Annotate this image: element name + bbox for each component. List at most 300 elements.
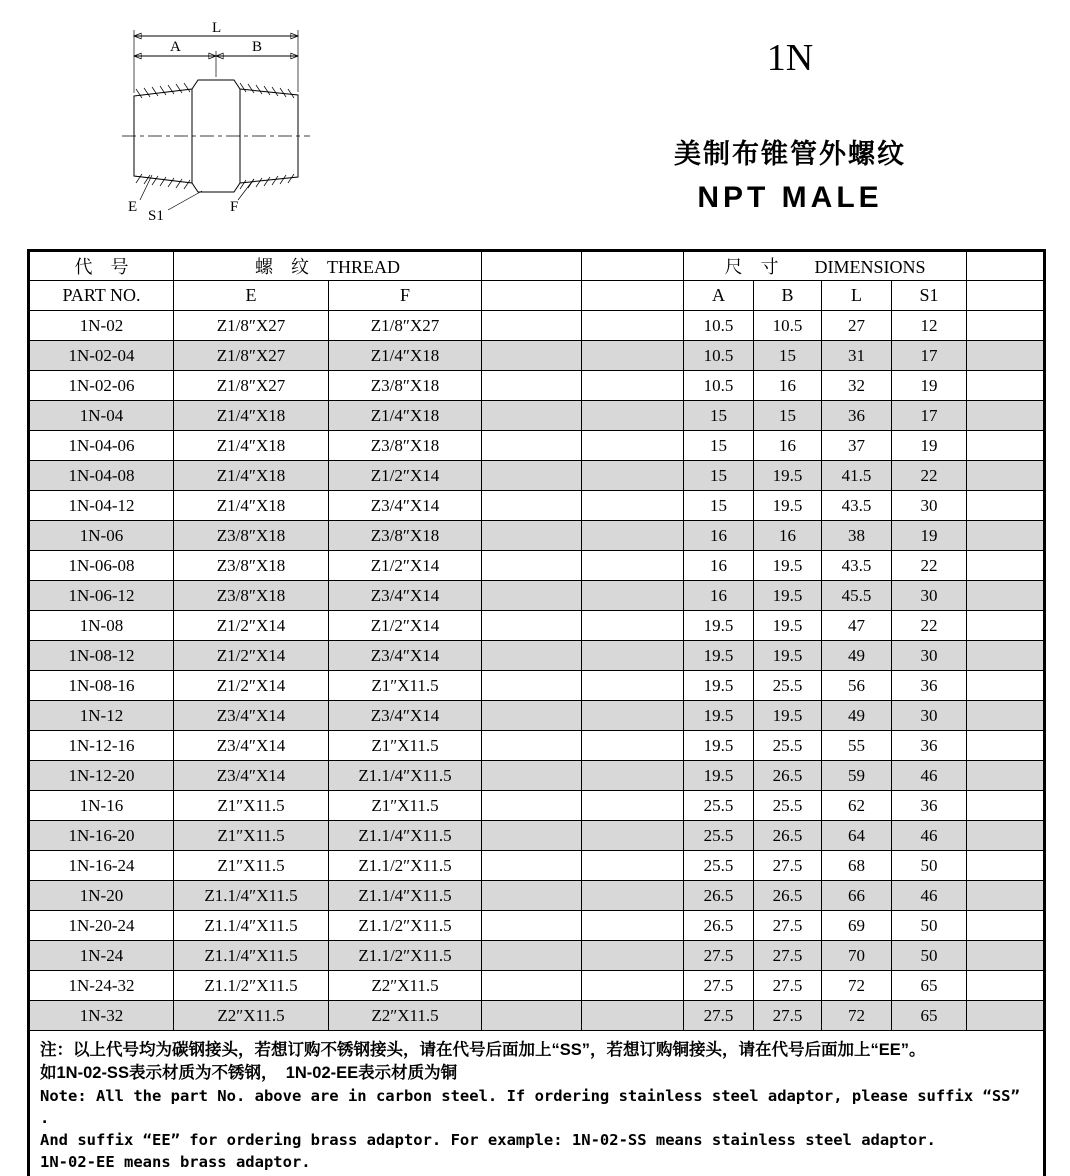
cell-blank1 <box>482 401 582 431</box>
cell-part: 1N-20 <box>29 881 174 911</box>
cell-b: 16 <box>754 431 822 461</box>
table-row <box>29 521 1045 551</box>
cell-s1: 22 <box>892 461 967 491</box>
table-row <box>29 701 1045 731</box>
cell-f: Z1″X11.5 <box>329 671 482 701</box>
cell-f: Z1/4″X18 <box>329 401 482 431</box>
cell-part: 1N-20-24 <box>29 911 174 941</box>
cell-f: Z1″X11.5 <box>329 731 482 761</box>
cell-b: 27.5 <box>754 851 822 881</box>
fitting-drawing-svg <box>92 18 332 228</box>
cell-s1: 36 <box>892 791 967 821</box>
cell-e: Z1/4″X18 <box>174 461 329 491</box>
cell-blank3 <box>967 401 1045 431</box>
cell-f: Z1.1/2″X11.5 <box>329 911 482 941</box>
cell-s1: 46 <box>892 821 967 851</box>
cell-blank1 <box>482 311 582 341</box>
table-row <box>29 611 1045 641</box>
cell-s1: 19 <box>892 371 967 401</box>
cell-l: 43.5 <box>822 551 892 581</box>
cell-l: 47 <box>822 611 892 641</box>
cell-f: Z3/4″X14 <box>329 641 482 671</box>
cell-f: Z1/2″X14 <box>329 611 482 641</box>
cell-blank3 <box>967 581 1045 611</box>
cell-s1: 65 <box>892 1001 967 1031</box>
header-blank-3 <box>967 251 1045 281</box>
dim-label-E: E <box>128 199 138 215</box>
cell-f: Z1/2″X14 <box>329 461 482 491</box>
cell-b: 26.5 <box>754 761 822 791</box>
cell-blank1 <box>482 791 582 821</box>
table-row <box>29 461 1045 491</box>
cell-a: 25.5 <box>684 851 754 881</box>
cell-a: 10.5 <box>684 311 754 341</box>
cell-blank3 <box>967 521 1045 551</box>
cell-blank1 <box>482 431 582 461</box>
table-row <box>29 1001 1045 1031</box>
header-blank-2 <box>582 251 684 281</box>
cell-a: 16 <box>684 581 754 611</box>
cell-blank3 <box>967 341 1045 371</box>
cell-blank1 <box>482 671 582 701</box>
cell-blank3 <box>967 761 1045 791</box>
cell-blank3 <box>967 881 1045 911</box>
cell-s1: 12 <box>892 311 967 341</box>
cell-blank2 <box>582 551 684 581</box>
cell-a: 16 <box>684 521 754 551</box>
cell-b: 27.5 <box>754 971 822 1001</box>
cell-l: 55 <box>822 731 892 761</box>
cell-f: Z1.1/4″X11.5 <box>329 881 482 911</box>
header-part-no-cn: 代 号 <box>29 251 174 281</box>
cell-part: 1N-04 <box>29 401 174 431</box>
cell-part: 1N-08-12 <box>29 641 174 671</box>
cell-l: 43.5 <box>822 491 892 521</box>
cell-part: 1N-32 <box>29 1001 174 1031</box>
cell-e: Z1/4″X18 <box>174 491 329 521</box>
cell-blank1 <box>482 611 582 641</box>
cell-s1: 22 <box>892 611 967 641</box>
cell-s1: 65 <box>892 971 967 1001</box>
cell-blank2 <box>582 581 684 611</box>
cell-a: 19.5 <box>684 671 754 701</box>
cell-part: 1N-04-08 <box>29 461 174 491</box>
cell-part: 1N-24 <box>29 941 174 971</box>
cell-part: 1N-16-24 <box>29 851 174 881</box>
table-row <box>29 641 1045 671</box>
cell-l: 45.5 <box>822 581 892 611</box>
cell-l: 38 <box>822 521 892 551</box>
header-col-a: A <box>684 281 754 311</box>
cell-b: 19.5 <box>754 611 822 641</box>
cell-s1: 22 <box>892 551 967 581</box>
cell-s1: 50 <box>892 911 967 941</box>
cell-l: 41.5 <box>822 461 892 491</box>
fitting-drawing <box>92 18 332 228</box>
cell-part: 1N-12-16 <box>29 731 174 761</box>
cell-blank3 <box>967 431 1045 461</box>
cell-blank1 <box>482 881 582 911</box>
cell-b: 27.5 <box>754 941 822 971</box>
cell-blank3 <box>967 1001 1045 1031</box>
header-col-l: L <box>822 281 892 311</box>
cell-a: 10.5 <box>684 341 754 371</box>
cell-l: 37 <box>822 431 892 461</box>
table-row <box>29 911 1045 941</box>
header-row-groups <box>29 251 1045 281</box>
header-row-columns <box>29 281 1045 311</box>
cell-f: Z1.1/2″X11.5 <box>329 851 482 881</box>
cell-a: 27.5 <box>684 1001 754 1031</box>
cell-a: 25.5 <box>684 791 754 821</box>
cell-e: Z3/4″X14 <box>174 731 329 761</box>
cell-blank2 <box>582 461 684 491</box>
cell-blank3 <box>967 941 1045 971</box>
dim-label-L: L <box>212 20 222 36</box>
cell-a: 15 <box>684 401 754 431</box>
cell-s1: 17 <box>892 401 967 431</box>
table-row <box>29 431 1045 461</box>
cell-a: 19.5 <box>684 641 754 671</box>
cell-blank2 <box>582 911 684 941</box>
cell-part: 1N-04-06 <box>29 431 174 461</box>
cell-blank1 <box>482 551 582 581</box>
cell-a: 27.5 <box>684 971 754 1001</box>
cell-e: Z1.1/4″X11.5 <box>174 881 329 911</box>
cell-blank2 <box>582 791 684 821</box>
spec-table-wrap <box>27 249 1043 1176</box>
cell-b: 25.5 <box>754 671 822 701</box>
cell-blank3 <box>967 701 1045 731</box>
table-row <box>29 551 1045 581</box>
cell-part: 1N-06-12 <box>29 581 174 611</box>
cell-a: 27.5 <box>684 941 754 971</box>
cell-f: Z3/8″X18 <box>329 431 482 461</box>
table-row <box>29 401 1045 431</box>
cell-e: Z1/8″X27 <box>174 371 329 401</box>
table-body <box>29 311 1045 1031</box>
cell-blank1 <box>482 641 582 671</box>
cell-blank2 <box>582 1001 684 1031</box>
cell-l: 72 <box>822 1001 892 1031</box>
cell-blank3 <box>967 971 1045 1001</box>
table-foot <box>29 1031 1045 1176</box>
cell-part: 1N-08-16 <box>29 671 174 701</box>
cell-f: Z3/8″X18 <box>329 521 482 551</box>
cell-l: 56 <box>822 671 892 701</box>
cell-blank3 <box>967 311 1045 341</box>
dim-label-B: B <box>252 39 263 55</box>
cell-f: Z3/4″X14 <box>329 701 482 731</box>
cell-b: 16 <box>754 521 822 551</box>
cell-a: 26.5 <box>684 911 754 941</box>
cell-e: Z1/2″X14 <box>174 671 329 701</box>
table-row <box>29 371 1045 401</box>
cell-blank3 <box>967 371 1045 401</box>
cell-b: 19.5 <box>754 641 822 671</box>
header-thread-group: 螺 纹 THREAD <box>174 251 482 281</box>
cell-blank2 <box>582 341 684 371</box>
cell-b: 25.5 <box>754 731 822 761</box>
header-col-f: F <box>329 281 482 311</box>
cell-a: 15 <box>684 461 754 491</box>
cell-l: 68 <box>822 851 892 881</box>
cell-f: Z1/2″X14 <box>329 551 482 581</box>
cell-blank2 <box>582 821 684 851</box>
cell-s1: 46 <box>892 761 967 791</box>
cell-blank1 <box>482 341 582 371</box>
cell-s1: 19 <box>892 521 967 551</box>
cell-e: Z1″X11.5 <box>174 791 329 821</box>
title-chinese: 美制布锥管外螺纹 <box>674 139 906 169</box>
cell-blank2 <box>582 971 684 1001</box>
cell-e: Z1.1/4″X11.5 <box>174 941 329 971</box>
cell-e: Z2″X11.5 <box>174 1001 329 1031</box>
header-col-s1: S1 <box>892 281 967 311</box>
cell-a: 19.5 <box>684 611 754 641</box>
cell-blank1 <box>482 821 582 851</box>
cell-b: 15 <box>754 401 822 431</box>
cell-s1: 30 <box>892 581 967 611</box>
title-english: NPT MALE <box>697 181 883 214</box>
cell-s1: 30 <box>892 491 967 521</box>
cell-b: 19.5 <box>754 581 822 611</box>
cell-blank1 <box>482 731 582 761</box>
cell-blank2 <box>582 521 684 551</box>
cell-a: 15 <box>684 431 754 461</box>
cell-s1: 46 <box>892 881 967 911</box>
cell-f: Z1.1/4″X11.5 <box>329 821 482 851</box>
cell-e: Z1/8″X27 <box>174 341 329 371</box>
header-dimensions-group: 尺 寸 DIMENSIONS <box>684 251 967 281</box>
cell-b: 26.5 <box>754 821 822 851</box>
table-row <box>29 821 1045 851</box>
cell-blank3 <box>967 821 1045 851</box>
note-line-3-en: Note: All the part No. above are in carbon steel. If ordering stainless steel adaptor, please suffix “SS” . <box>40 1086 1020 1127</box>
cell-blank2 <box>582 881 684 911</box>
cell-s1: 36 <box>892 731 967 761</box>
dim-label-S1: S1 <box>148 208 164 224</box>
cell-blank3 <box>967 491 1045 521</box>
cell-part: 1N-02 <box>29 311 174 341</box>
cell-blank1 <box>482 911 582 941</box>
cell-e: Z1/4″X18 <box>174 401 329 431</box>
cell-s1: 36 <box>892 671 967 701</box>
header-blank-1 <box>482 251 582 281</box>
cell-e: Z1″X11.5 <box>174 851 329 881</box>
cell-blank2 <box>582 731 684 761</box>
cell-a: 19.5 <box>684 731 754 761</box>
table-row <box>29 341 1045 371</box>
cell-part: 1N-08 <box>29 611 174 641</box>
cell-e: Z3/8″X18 <box>174 551 329 581</box>
cell-b: 16 <box>754 371 822 401</box>
table-row <box>29 491 1045 521</box>
cell-part: 1N-24-32 <box>29 971 174 1001</box>
cell-blank1 <box>482 581 582 611</box>
table-row <box>29 971 1045 1001</box>
cell-blank1 <box>482 371 582 401</box>
table-row <box>29 791 1045 821</box>
note-line-4-en: And suffix “EE” for ordering brass adaptor. For example: 1N-02-SS means stainless steel adaptor. <box>40 1130 936 1149</box>
cell-e: Z3/4″X14 <box>174 701 329 731</box>
note-cell <box>29 1031 1045 1176</box>
cell-part: 1N-04-12 <box>29 491 174 521</box>
cell-s1: 50 <box>892 851 967 881</box>
cell-b: 10.5 <box>754 311 822 341</box>
cell-part: 1N-06 <box>29 521 174 551</box>
header-blank-5 <box>582 281 684 311</box>
cell-f: Z1″X11.5 <box>329 791 482 821</box>
header-col-b: B <box>754 281 822 311</box>
cell-f: Z1.1/2″X11.5 <box>329 941 482 971</box>
table-row <box>29 761 1045 791</box>
cell-b: 19.5 <box>754 461 822 491</box>
cell-f: Z1.1/4″X11.5 <box>329 761 482 791</box>
table-row <box>29 311 1045 341</box>
cell-e: Z1/2″X14 <box>174 611 329 641</box>
cell-f: Z1/8″X27 <box>329 311 482 341</box>
cell-blank3 <box>967 791 1045 821</box>
cell-blank1 <box>482 1001 582 1031</box>
header-col-e: E <box>174 281 329 311</box>
cell-f: Z2″X11.5 <box>329 971 482 1001</box>
note-row <box>29 1031 1045 1176</box>
cell-blank2 <box>582 311 684 341</box>
cell-blank1 <box>482 701 582 731</box>
cell-e: Z1/2″X14 <box>174 641 329 671</box>
cell-blank2 <box>582 611 684 641</box>
cell-e: Z1″X11.5 <box>174 821 329 851</box>
cell-s1: 17 <box>892 341 967 371</box>
cell-blank2 <box>582 401 684 431</box>
cell-blank1 <box>482 461 582 491</box>
cell-part: 1N-02-04 <box>29 341 174 371</box>
cell-l: 49 <box>822 641 892 671</box>
cell-blank3 <box>967 461 1045 491</box>
cell-f: Z3/4″X14 <box>329 491 482 521</box>
cell-blank2 <box>582 431 684 461</box>
table-head <box>29 251 1045 311</box>
cell-b: 25.5 <box>754 791 822 821</box>
cell-e: Z1.1/2″X11.5 <box>174 971 329 1001</box>
cell-l: 59 <box>822 761 892 791</box>
note-line-2-cn: 如1N-02-SS表示材质为不锈钢， 1N-02-EE表示材质为铜 <box>40 1063 458 1082</box>
cell-l: 64 <box>822 821 892 851</box>
cell-b: 15 <box>754 341 822 371</box>
cell-l: 66 <box>822 881 892 911</box>
cell-blank3 <box>967 671 1045 701</box>
cell-part: 1N-02-06 <box>29 371 174 401</box>
cell-a: 26.5 <box>684 881 754 911</box>
cell-e: Z1/4″X18 <box>174 431 329 461</box>
header-blank-6 <box>967 281 1045 311</box>
cell-blank2 <box>582 641 684 671</box>
cell-b: 19.5 <box>754 701 822 731</box>
cell-blank1 <box>482 851 582 881</box>
cell-s1: 30 <box>892 701 967 731</box>
cell-s1: 19 <box>892 431 967 461</box>
series-code: 1N <box>766 37 814 79</box>
cell-blank2 <box>582 671 684 701</box>
cell-blank3 <box>967 611 1045 641</box>
table-row <box>29 851 1045 881</box>
cell-part: 1N-06-08 <box>29 551 174 581</box>
table-row <box>29 731 1045 761</box>
table-row <box>29 671 1045 701</box>
cell-e: Z3/4″X14 <box>174 761 329 791</box>
cell-b: 19.5 <box>754 551 822 581</box>
spec-table <box>27 249 1046 1176</box>
cell-a: 25.5 <box>684 821 754 851</box>
cell-s1: 30 <box>892 641 967 671</box>
cell-f: Z1/4″X18 <box>329 341 482 371</box>
cell-part: 1N-12 <box>29 701 174 731</box>
table-row <box>29 881 1045 911</box>
cell-blank1 <box>482 491 582 521</box>
cell-blank1 <box>482 941 582 971</box>
cell-s1: 50 <box>892 941 967 971</box>
cell-blank2 <box>582 761 684 791</box>
cell-part: 1N-12-20 <box>29 761 174 791</box>
cell-blank1 <box>482 521 582 551</box>
cell-blank1 <box>482 761 582 791</box>
cell-l: 36 <box>822 401 892 431</box>
cell-f: Z3/8″X18 <box>329 371 482 401</box>
header-part-no-en: PART NO. <box>29 281 174 311</box>
note-line-5-en: 1N-02-EE means brass adaptor. <box>40 1152 311 1171</box>
table-row <box>29 581 1045 611</box>
cell-e: Z1.1/4″X11.5 <box>174 911 329 941</box>
cell-e: Z3/8″X18 <box>174 581 329 611</box>
cell-a: 16 <box>684 551 754 581</box>
cell-blank2 <box>582 491 684 521</box>
cell-f: Z2″X11.5 <box>329 1001 482 1031</box>
cell-part: 1N-16-20 <box>29 821 174 851</box>
cell-l: 62 <box>822 791 892 821</box>
cell-a: 19.5 <box>684 761 754 791</box>
cell-blank3 <box>967 911 1045 941</box>
cell-l: 27 <box>822 311 892 341</box>
cell-e: Z1/8″X27 <box>174 311 329 341</box>
dim-label-A: A <box>170 39 181 55</box>
cell-blank2 <box>582 371 684 401</box>
cell-b: 27.5 <box>754 1001 822 1031</box>
cell-l: 69 <box>822 911 892 941</box>
cell-blank3 <box>967 731 1045 761</box>
cell-blank3 <box>967 551 1045 581</box>
cell-l: 72 <box>822 971 892 1001</box>
cell-b: 27.5 <box>754 911 822 941</box>
cell-blank3 <box>967 851 1045 881</box>
table-row <box>29 941 1045 971</box>
header-blank-4 <box>482 281 582 311</box>
cell-l: 49 <box>822 701 892 731</box>
dim-label-F: F <box>230 199 239 215</box>
cell-b: 26.5 <box>754 881 822 911</box>
cell-part: 1N-16 <box>29 791 174 821</box>
cell-a: 15 <box>684 491 754 521</box>
cell-l: 31 <box>822 341 892 371</box>
note-line-1-cn: 注：以上代号均为碳钢接头，若想订购不锈钢接头，请在代号后面加上“SS”，若想订购铜接头，请在代号后面加上“EE”。 <box>40 1041 926 1059</box>
cell-e: Z3/8″X18 <box>174 521 329 551</box>
cell-a: 10.5 <box>684 371 754 401</box>
title-block <box>590 36 990 215</box>
cell-blank1 <box>482 971 582 1001</box>
cell-b: 19.5 <box>754 491 822 521</box>
cell-l: 32 <box>822 371 892 401</box>
cell-l: 70 <box>822 941 892 971</box>
